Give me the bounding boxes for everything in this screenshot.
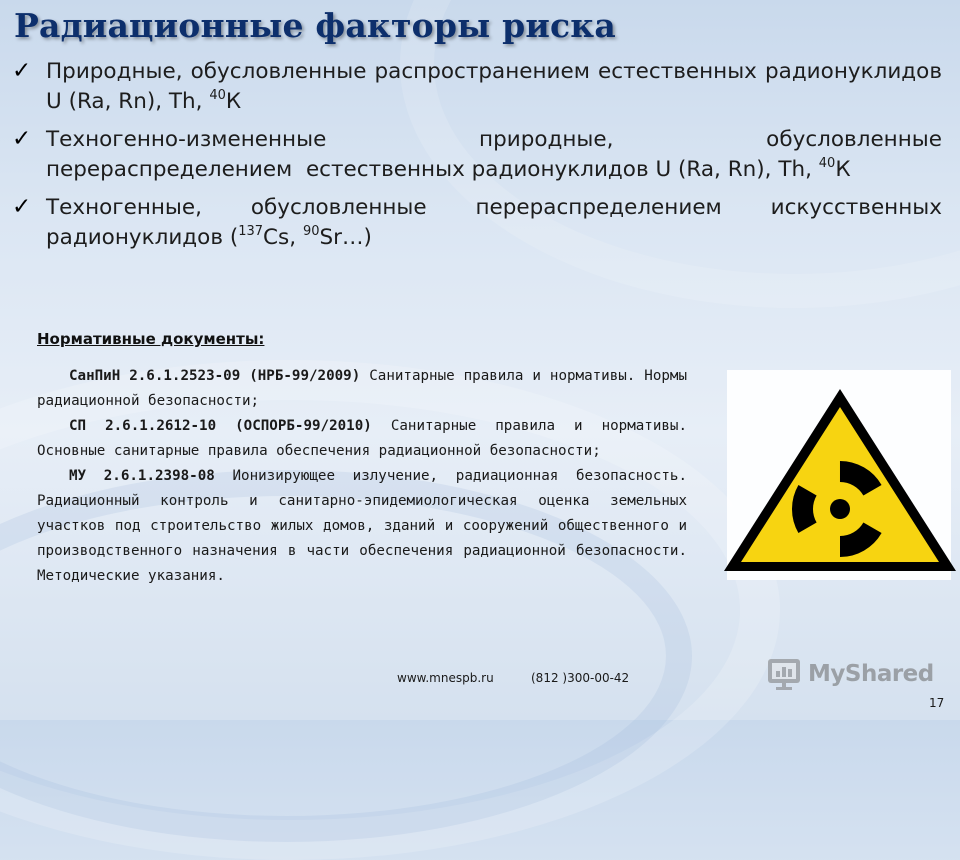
normative-docs-list: [37, 364, 687, 589]
checkmark-icon: ✓: [12, 126, 32, 152]
doc-code: МУ 2.6.1.2398-08: [69, 468, 215, 484]
checkmark-icon: ✓: [12, 194, 32, 220]
doc-description: Санитарные правила и нормативы. Основные санитарные правила обеспечения радиационной безопасности;: [37, 418, 688, 459]
doc-description: Санитарные правила и нормативы. Нормы радиационной безопасности;: [37, 368, 687, 409]
doc-code: СП 2.6.1.2612-10 (ОСПОРБ-99/2010): [69, 418, 372, 434]
bullet-list: [12, 57, 942, 261]
bullet-text: Природные, обусловленные распространением естественных радионуклидов U (Ra, Rn), Th, $^{40}$К: [46, 59, 942, 114]
presentation-logo-icon: [766, 656, 802, 692]
bullet-item: [12, 193, 942, 253]
radiation-warning-icon: [720, 385, 960, 579]
doc-entry: [37, 364, 687, 414]
checkmark-icon: ✓: [12, 58, 32, 84]
slide-title: Радиационные факторы риска: [14, 6, 616, 45]
bullet-text: Техногенно-измененные природные, обусловленные перераспределением естественных радионуклидов U (Ra, Rn), Th, $^{40}$К: [46, 127, 942, 182]
bullet-text: Техногенные, обусловленные перераспределением искусственных радионуклидов ($^{137}$Cs, $^{90}$Sr…): [46, 195, 942, 250]
normative-docs-heading: Нормативные документы:: [37, 330, 265, 348]
watermark: [766, 656, 934, 692]
doc-entry: [37, 464, 687, 589]
footer-phone: (812 )300-00-42: [531, 671, 630, 685]
watermark-text: MyShared: [808, 661, 934, 687]
doc-description: Ионизирующее излучение, радиационная безопасность. Радиационный контроль и санитарно-эпидемиологическая оценка земельных участков под строительство жилых домов, зданий и сооружений общественного и производственного назначения в части обеспечения радиационной безопасности. Методические указания.: [37, 468, 687, 584]
doc-entry: [37, 414, 687, 464]
bullet-item: [12, 125, 942, 185]
footer-website: www.mnespb.ru: [397, 671, 494, 685]
doc-code: СанПиН 2.6.1.2523-09 (НРБ-99/2009): [69, 368, 361, 384]
bullet-item: [12, 57, 942, 117]
page-number: 17: [929, 696, 945, 710]
